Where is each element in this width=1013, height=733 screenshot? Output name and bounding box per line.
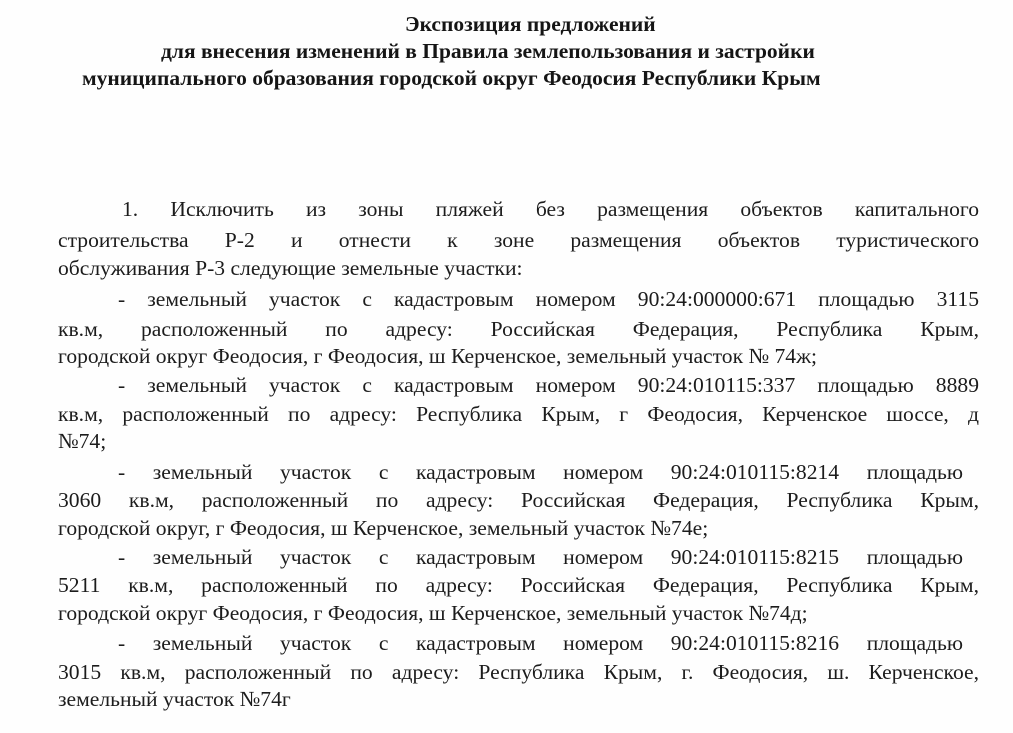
plot-2-line-2: кв.м, расположенный по адресу: Республика Крым, г Феодосия, Керченское шоссе, д xyxy=(58,402,979,426)
plot-3-line-1: - земельный участок с кадастровым номером 90:24:010115:8214 площадью xyxy=(118,460,963,484)
plot-3-line-2: 3060 кв.м, расположенный по адресу: Российская Федерация, Республика Крым, xyxy=(58,488,979,512)
heading-line-3: муниципального образования городской округ Феодосия Республики Крым xyxy=(82,66,821,90)
heading-line-1: Экспозиция предложений xyxy=(405,12,656,36)
plot-1-line-3: городской округ Феодосия, г Феодосия, ш Керченское, земельный участок № 74ж; xyxy=(58,344,817,368)
plot-3-line-3: городской округ, г Феодосия, ш Керченское, земельный участок №74е; xyxy=(58,516,709,540)
heading-line-2: для внесения изменений в Правила землепользования и застройки xyxy=(161,39,815,63)
plot-5-line-2: 3015 кв.м, расположенный по адресу: Республика Крым, г. Феодосия, ш. Керченское, xyxy=(58,660,979,684)
plot-5-line-3: земельный участок №74г xyxy=(58,687,291,711)
item-1-line-3: обслуживания Р-3 следующие земельные участки: xyxy=(58,256,523,280)
plot-4-line-1: - земельный участок с кадастровым номером 90:24:010115:8215 площадью xyxy=(118,545,963,569)
item-1-line-1: 1. Исключить из зоны пляжей без размещения объектов капитального xyxy=(122,197,979,221)
item-1-line-2: строительства Р-2 и отнести к зоне размещения объектов туристического xyxy=(58,228,979,252)
plot-1-line-2: кв.м, расположенный по адресу: Российская Федерация, Республика Крым, xyxy=(58,317,979,341)
plot-5-line-1: - земельный участок с кадастровым номером 90:24:010115:8216 площадью xyxy=(118,631,963,655)
plot-4-line-3: городской округ Феодосия, г Феодосия, ш Керченское, земельный участок №74д; xyxy=(58,601,808,625)
plot-2-line-1: - земельный участок с кадастровым номером 90:24:010115:337 площадью 8889 xyxy=(118,373,979,397)
plot-1-line-1: - земельный участок с кадастровым номером 90:24:000000:671 площадью 3115 xyxy=(118,287,979,311)
plot-4-line-2: 5211 кв.м, расположенный по адресу: Российская Федерация, Республика Крым, xyxy=(58,573,979,597)
plot-2-line-3: №74; xyxy=(58,429,107,453)
